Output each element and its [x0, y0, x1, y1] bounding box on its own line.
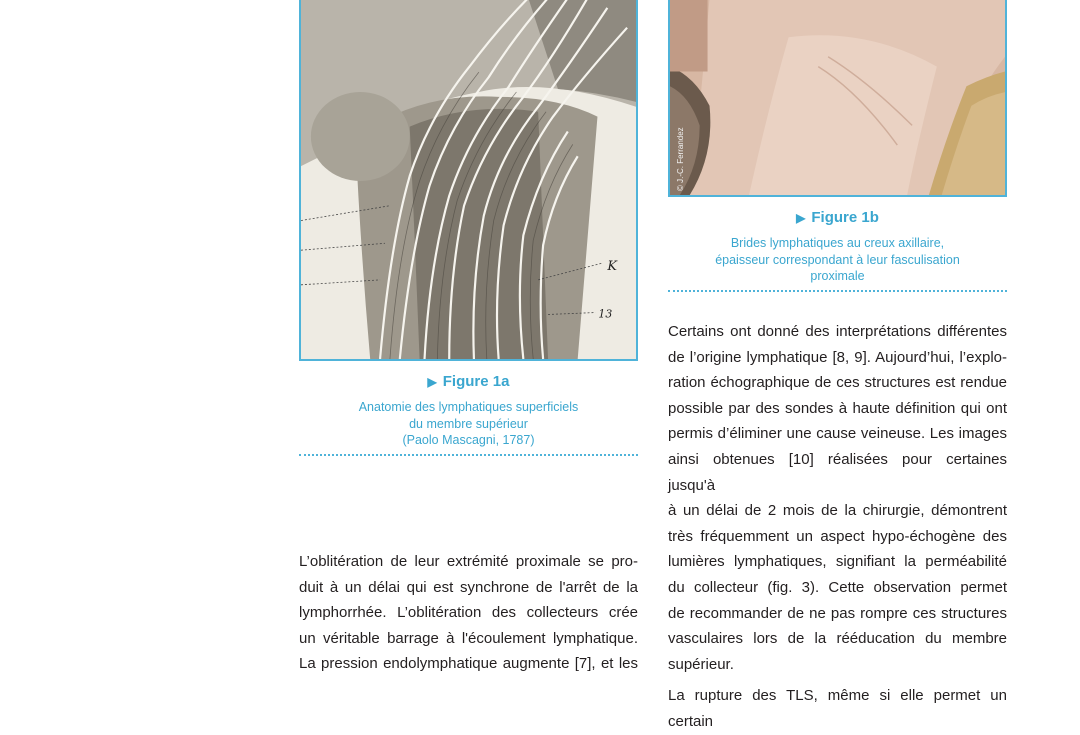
text-line: La pression endolymphatique augmente [7], et les [299, 655, 638, 673]
text-line: à un délai de 2 mois de la chirurgie, démontrent [668, 502, 1007, 520]
figure-1a-title [299, 373, 638, 390]
text-line: un véritable barrage à l'écoulement lymphatique. [299, 629, 638, 647]
axilla-photo-illustration [670, 0, 1005, 195]
lymphatic-engraving-illustration [301, 0, 636, 359]
text-line: ration échographique de ces structures est rendue [668, 374, 1007, 392]
text-line: lymphorrhée. L’oblitération des collecteurs crée [299, 604, 638, 622]
figure-1a-caption [299, 399, 638, 449]
figure-1a-title-text: Figure 1a [442, 373, 510, 390]
caption-line: du membre supérieur [409, 416, 528, 431]
caption-line: proximale [810, 269, 865, 283]
figure-1b-title-text: Figure 1b [811, 209, 879, 226]
text-line: de recommander de ne pas rompre ces structures [668, 604, 1007, 622]
text-line: possible par des sondes à haute définition qui ont [668, 399, 1007, 417]
play-triangle-icon: ▶ [427, 375, 437, 389]
text-line: ainsi obtenues [10] réalisées pour certaines jusqu'à [668, 450, 1007, 494]
text-line: Certains ont donné des interprétations différentes [668, 323, 1007, 340]
label-13: 13 [598, 307, 613, 321]
figure-1b-image [668, 0, 1007, 197]
left-column-text [299, 549, 638, 677]
figure-1a-image [299, 0, 638, 361]
text-line: lumières lymphatiques, signifiant la perméabilité [668, 553, 1007, 571]
caption-line: Brides lymphatiques au creux axillaire, [730, 236, 945, 250]
text-line: La rupture des TLS, même si elle permet un certain [668, 687, 1007, 730]
text-line: L’oblitération de leur extrémité proximale se pro- [299, 553, 638, 570]
label-k: K [607, 258, 617, 274]
caption-line: Anatomie des lymphatiques superficiels [358, 400, 579, 414]
text-line: de l’origine lymphatique [8, 9]. Aujourd’hui, l’explo- [668, 348, 1007, 366]
right-column-text [668, 319, 1007, 735]
play-triangle-icon: ▶ [796, 211, 806, 225]
figure-1b-title [668, 209, 1007, 226]
copyright-text: © J.-C. Ferrandez [676, 127, 685, 191]
text-line: supérieur. [668, 655, 734, 673]
text-line: du collecteur (fig. 3). Cette observation permet [668, 578, 1007, 596]
text-line: duit à un délai qui est synchrone de l'arrêt de la [299, 578, 638, 596]
text-line: vasculaires lors de la rééducation du membre [668, 630, 1007, 648]
figure-1b-divider [668, 290, 1007, 292]
figure-1a-divider [299, 454, 638, 456]
caption-line: épaisseur correspondant à leur fasculisation [715, 252, 960, 267]
figure-1b-caption [668, 235, 1007, 285]
text-line: permis d’éliminer une cause veineuse. Les images [668, 425, 1007, 443]
caption-line: (Paolo Mascagni, 1787) [402, 433, 535, 447]
text-line: très fréquemment un aspect hypo-échogène des [668, 527, 1007, 545]
